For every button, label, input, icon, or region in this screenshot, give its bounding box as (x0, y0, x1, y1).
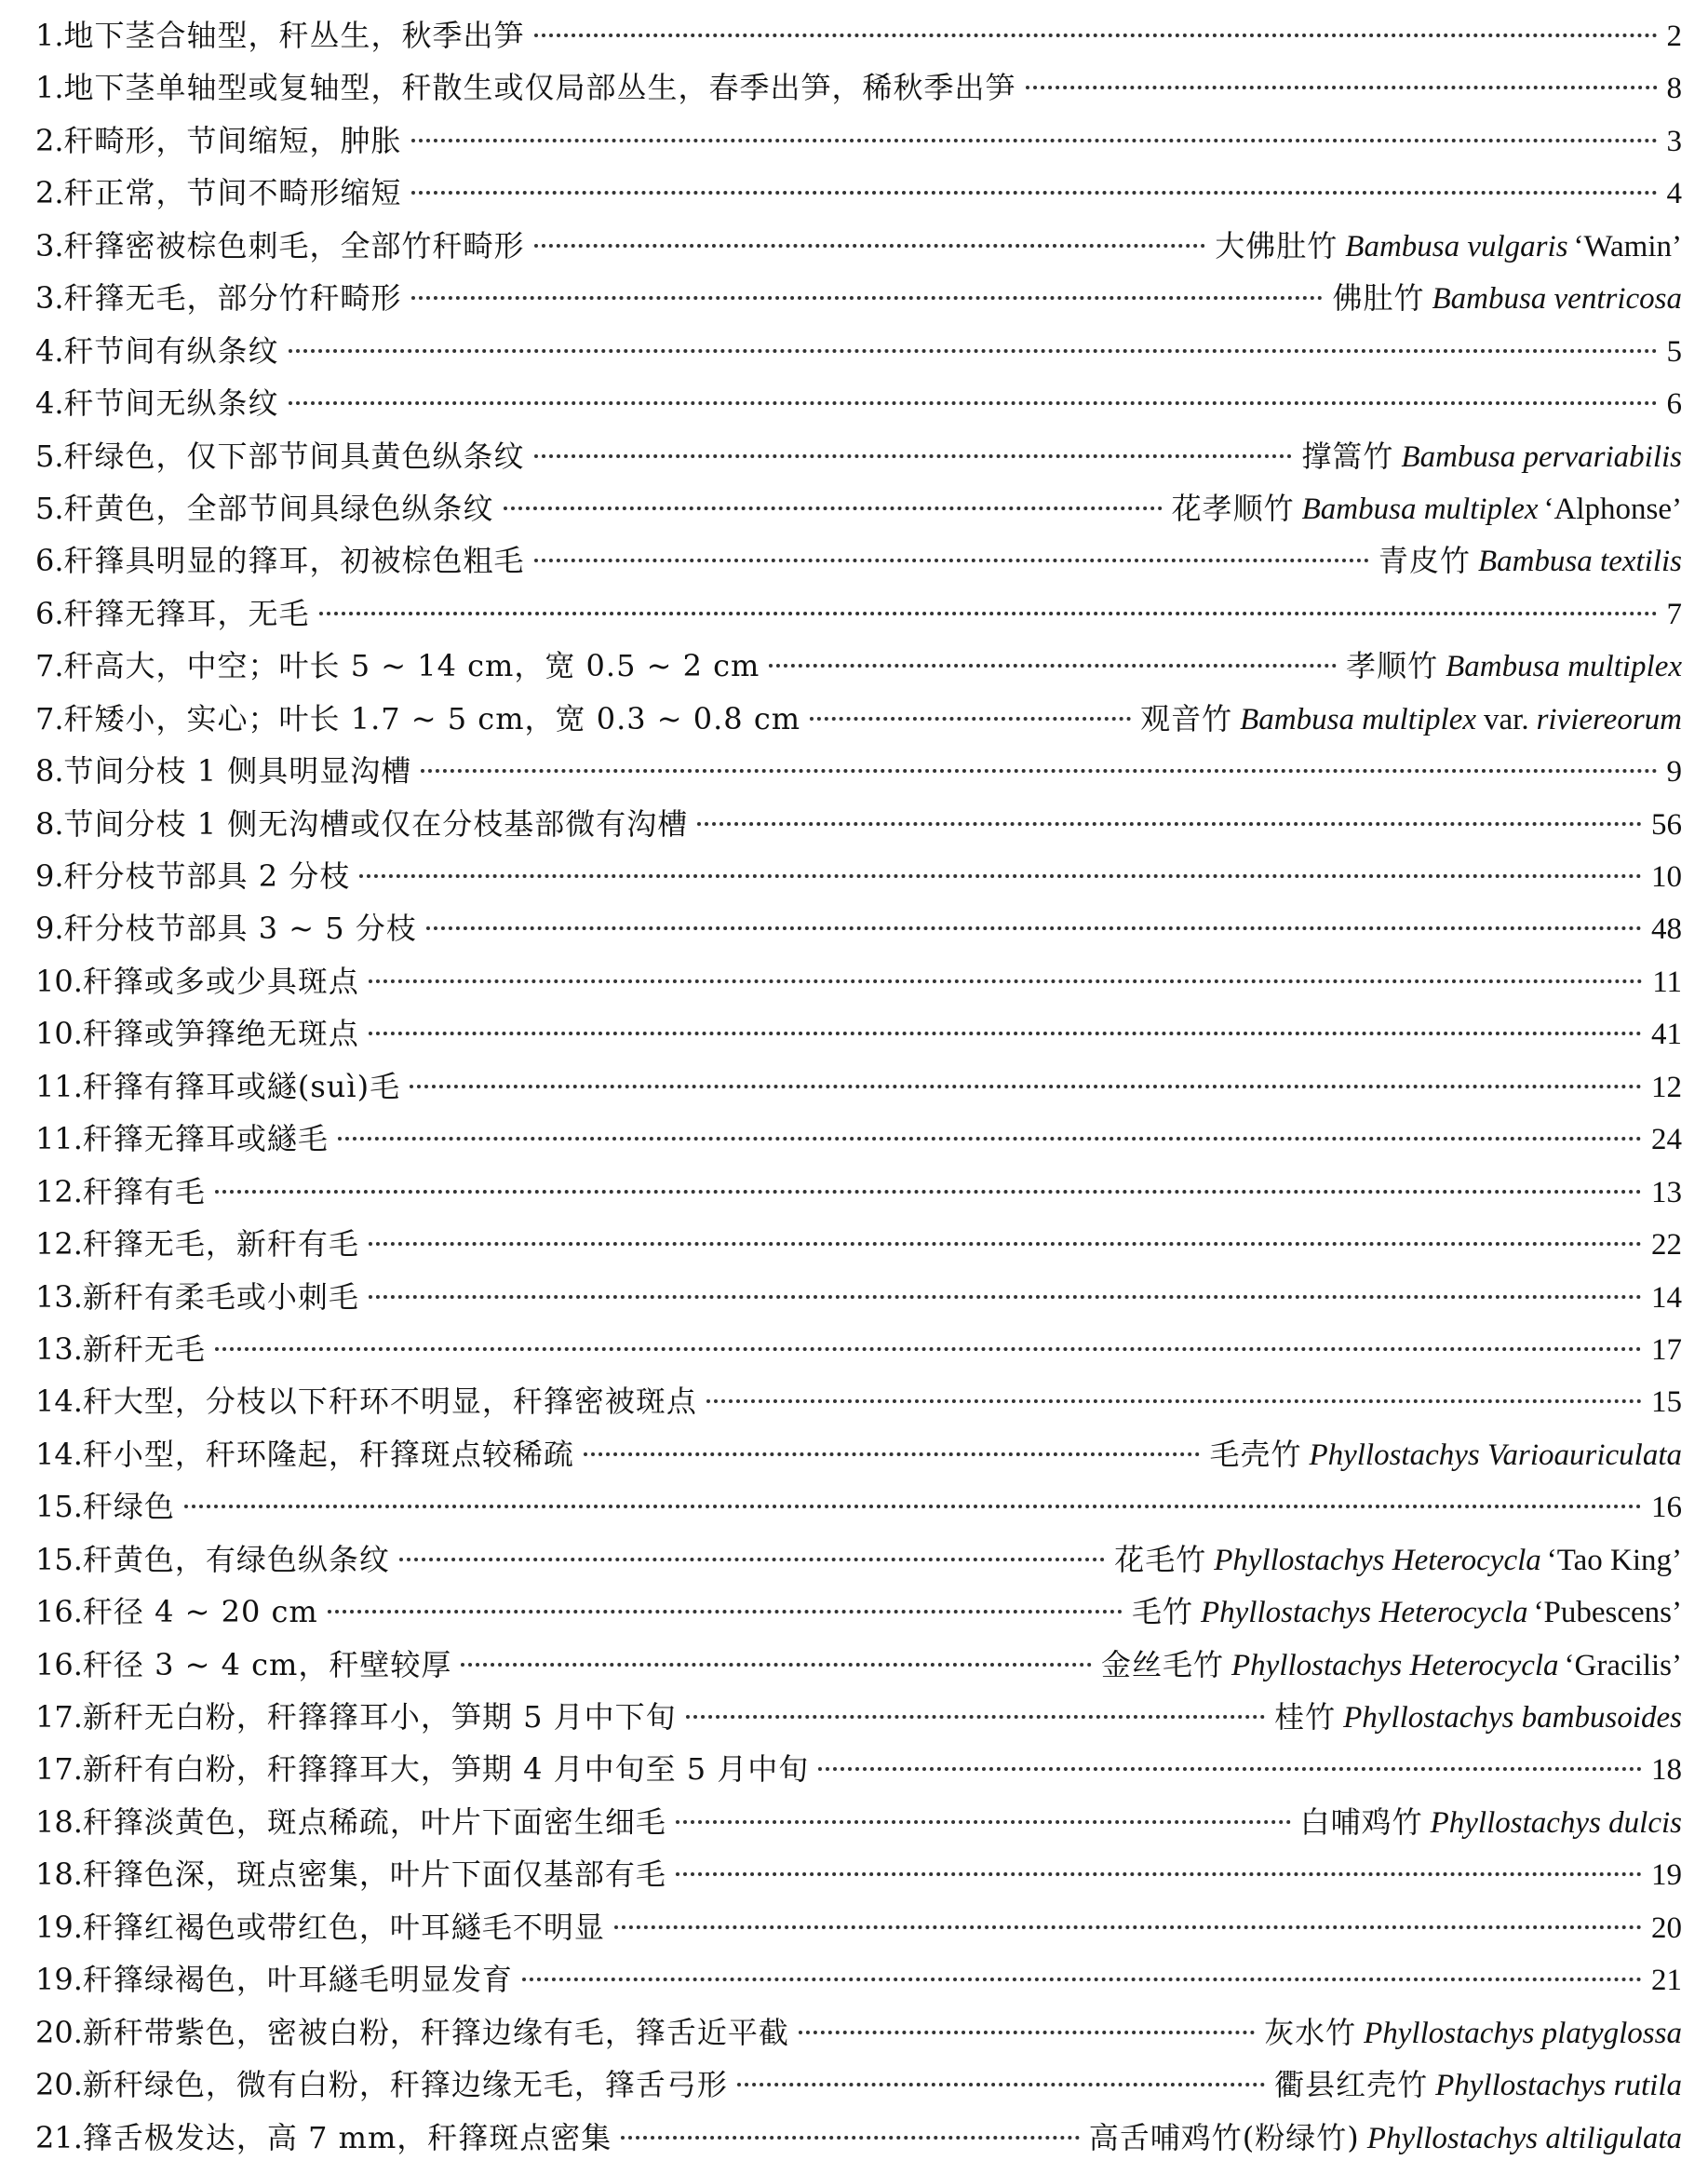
scientific-name: Phyllostachys Heterocycla (1200, 1596, 1528, 1630)
entry-description: 新秆有白粉，秆箨箨耳大，笋期 4 月中旬至 5 月中旬 (82, 1751, 810, 1788)
dot-leader (289, 401, 1658, 405)
key-entry (35, 1007, 1682, 1060)
dot-leader (359, 874, 1642, 878)
goto-number: 18 (1651, 1753, 1682, 1788)
goto-step (1651, 1901, 1682, 1954)
key-entry (35, 9, 1682, 61)
chinese-name: 佛肚竹 (1332, 280, 1425, 317)
entry-number: 7. (35, 648, 64, 684)
entry-description: 秆箨绿褐色，叶耳繸毛明显发育 (82, 1962, 513, 1998)
entry-number: 1. (35, 18, 64, 53)
key-entry (35, 1113, 1682, 1165)
dot-leader (737, 2083, 1265, 2086)
entry-description: 秆矮小，实心；叶长 1.7 ~ 5 cm，宽 0.3 ~ 0.8 cm (63, 700, 801, 736)
dot-leader (461, 1663, 1092, 1667)
key-entry (35, 167, 1682, 219)
dot-leader (369, 1295, 1642, 1299)
dot-leader (289, 349, 1658, 353)
cultivar-name: ‘Alphonse’ (1543, 492, 1682, 526)
goto-number: 13 (1651, 1175, 1682, 1209)
key-entry (35, 534, 1682, 587)
entry-number: 3. (35, 227, 64, 263)
chinese-name: 孝顺竹 (1346, 648, 1439, 684)
entry-description: 地下茎合轴型，秆丛生，秋季出笋 (63, 18, 525, 53)
key-entry (35, 1166, 1682, 1218)
goto-number: 17 (1651, 1332, 1682, 1367)
scientific-name: Bambusa multiplex (1240, 702, 1476, 736)
goto-step (1667, 61, 1683, 115)
species-name (1274, 1691, 1682, 1744)
goto-step (1667, 587, 1683, 641)
species-name (1379, 534, 1682, 587)
variety-marker: var. (1484, 702, 1529, 736)
entry-description: 秆分枝节部具 3 ~ 5 分枝 (63, 911, 417, 947)
dot-leader (614, 1925, 1642, 1929)
entry-description: 新秆无白粉，秆箨箨耳小，笋期 5 月中下旬 (82, 1699, 677, 1735)
species-name (1101, 1639, 1682, 1692)
goto-step (1651, 1743, 1682, 1796)
species-name (1172, 482, 1682, 535)
key-entry (35, 1901, 1682, 1953)
entry-number: 6. (35, 543, 64, 579)
entry-description: 秆箨有箨耳或繸(suì)毛 (82, 1068, 401, 1104)
entry-description: 秆箨有毛 (82, 1173, 206, 1209)
chinese-name: 毛壳竹 (1209, 1436, 1302, 1472)
key-entry (35, 1639, 1682, 1691)
entry-number: 8. (35, 753, 64, 790)
scientific-name: Bambusa multiplex (1446, 650, 1682, 684)
key-entry (35, 272, 1682, 324)
entry-description: 秆小型，秆环隆起，秆箨斑点较稀疏 (82, 1436, 574, 1472)
species-name (1346, 640, 1682, 693)
entry-number: 17. (35, 1699, 83, 1735)
goto-number: 14 (1651, 1280, 1682, 1315)
dot-leader (676, 1872, 1642, 1876)
scientific-name: Bambusa pervariabilis (1401, 439, 1682, 474)
dot-leader (399, 1558, 1105, 1561)
key-entry (35, 430, 1682, 482)
entry-number: 8. (35, 805, 64, 842)
goto-number: 10 (1651, 860, 1682, 894)
entry-number: 1. (35, 70, 64, 106)
goto-number: 5 (1666, 334, 1682, 369)
dot-leader (769, 664, 1337, 668)
key-entry (35, 1218, 1682, 1270)
goto-number: 3 (1666, 124, 1682, 158)
key-entry (35, 377, 1682, 429)
chinese-name: 灰水竹 (1264, 2014, 1357, 2050)
chinese-name: 花孝顺竹 (1171, 490, 1295, 526)
key-entry (35, 1743, 1682, 1795)
scientific-name: Phyllostachys Heterocycla (1214, 1543, 1541, 1577)
species-name (1301, 430, 1682, 483)
goto-number: 4 (1666, 177, 1682, 211)
chinese-name: 观音竹 (1140, 700, 1233, 736)
goto-step (1651, 1113, 1682, 1166)
goto-step (1667, 9, 1683, 62)
goto-step (1651, 902, 1682, 955)
goto-step (1651, 1480, 1682, 1533)
chinese-name: 花毛竹 (1114, 1541, 1207, 1577)
entry-description: 秆黄色，全部节间具绿色纵条纹 (63, 490, 494, 526)
species-name (1132, 1586, 1682, 1639)
entry-description: 秆畸形，节间缩短，肿胀 (63, 122, 402, 158)
dot-leader (534, 454, 1293, 458)
key-entry (35, 2006, 1682, 2059)
chinese-name: 高舌哺鸡竹(粉绿竹) (1088, 2119, 1360, 2155)
dot-leader (504, 506, 1163, 510)
goto-number: 2 (1666, 20, 1682, 53)
species-name (1209, 1428, 1682, 1481)
dot-leader (534, 34, 1658, 37)
dot-leader (369, 1242, 1642, 1246)
goto-number: 16 (1651, 1491, 1682, 1525)
dot-leader (676, 1820, 1291, 1824)
entry-description: 秆箨淡黄色，斑点稀疏，叶片下面密生细毛 (82, 1803, 666, 1840)
key-entry (35, 1375, 1682, 1427)
key-entry (35, 482, 1682, 534)
scientific-name: Phyllostachys Heterocycla (1231, 1648, 1559, 1682)
entry-number: 14. (35, 1384, 83, 1420)
key-entry (35, 2112, 1682, 2164)
scientific-name: Phyllostachys altiligulata (1366, 2121, 1682, 2155)
species-name (1264, 2006, 1682, 2059)
key-entry (35, 2059, 1682, 2111)
entry-number: 12. (35, 1173, 83, 1209)
entry-number: 20. (35, 2014, 83, 2050)
key-entry (35, 1428, 1682, 1480)
entry-number: 9. (35, 911, 64, 947)
entry-description: 秆大型，分枝以下秆环不明显，秆箨密被斑点 (82, 1384, 697, 1420)
goto-number: 56 (1651, 807, 1682, 842)
entry-number: 13. (35, 1278, 83, 1315)
key-entry (35, 1848, 1682, 1900)
entry-number: 19. (35, 1962, 83, 1998)
key-entry (35, 798, 1682, 850)
dot-leader (328, 1610, 1123, 1614)
scientific-name: Phyllostachys bambusoides (1343, 1701, 1682, 1735)
scientific-name: Phyllostachys dulcis (1430, 1805, 1682, 1840)
dot-leader (810, 717, 1131, 721)
dot-leader (411, 296, 1324, 300)
key-entry (35, 850, 1682, 902)
entry-number: 13. (35, 1330, 83, 1367)
goto-number: 20 (1651, 1911, 1682, 1945)
key-entry (35, 1323, 1682, 1375)
dot-leader (184, 1505, 1642, 1508)
key-entry (35, 1796, 1682, 1848)
key-entry (35, 902, 1682, 954)
dot-leader (522, 1978, 1642, 1981)
goto-number: 24 (1651, 1123, 1682, 1157)
key-entry (35, 1060, 1682, 1113)
entry-number: 2. (35, 122, 64, 158)
dot-leader (411, 139, 1658, 142)
entry-number: 14. (35, 1436, 83, 1472)
chinese-name: 金丝毛竹 (1100, 1646, 1224, 1682)
scientific-name: Phyllostachys Varioauriculata (1309, 1438, 1682, 1472)
goto-number: 21 (1651, 1964, 1682, 1998)
dot-leader (319, 612, 1658, 615)
entry-number: 3. (35, 280, 64, 317)
goto-number: 11 (1652, 965, 1682, 999)
goto-step (1651, 850, 1682, 903)
chinese-name: 毛竹 (1131, 1594, 1193, 1630)
goto-number: 48 (1651, 912, 1682, 947)
entry-number: 2. (35, 175, 64, 211)
entry-description: 箨舌极发达，高 7 mm，秆箨斑点密集 (82, 2119, 612, 2155)
entry-description: 秆箨密被棕色刺毛，全部竹秆畸形 (63, 227, 525, 263)
scientific-name: Bambusa vulgaris (1345, 229, 1568, 263)
entry-number: 10. (35, 1016, 83, 1052)
key-entry (35, 955, 1682, 1007)
dot-leader (426, 926, 1642, 930)
scientific-name: Bambusa textilis (1477, 545, 1682, 579)
entry-number: 4. (35, 385, 64, 422)
entry-number: 19. (35, 1909, 83, 1945)
scientific-name: Bambusa ventricosa (1432, 282, 1682, 317)
entry-number: 21. (35, 2119, 83, 2155)
goto-step (1651, 1953, 1682, 2006)
entry-number: 9. (35, 858, 64, 894)
goto-number: 41 (1651, 1018, 1682, 1052)
chinese-name: 撑篙竹 (1301, 438, 1394, 474)
entry-number: 4. (35, 332, 64, 369)
species-name (1332, 272, 1682, 325)
cultivar-name: ‘Wamin’ (1573, 229, 1682, 263)
key-entry (35, 1271, 1682, 1323)
dot-leader (621, 2136, 1080, 2140)
dot-leader (799, 2031, 1255, 2034)
entry-number: 7. (35, 700, 64, 736)
dot-leader (706, 1399, 1642, 1403)
entry-number: 12. (35, 1226, 83, 1263)
dot-leader (215, 1347, 1642, 1351)
goto-step (1651, 1323, 1682, 1376)
entry-description: 秆黄色，有绿色纵条纹 (82, 1541, 390, 1577)
entry-description: 新秆有柔毛或小刺毛 (82, 1278, 359, 1315)
goto-step (1651, 798, 1682, 851)
entry-description: 秆箨无箨耳或繸毛 (82, 1121, 329, 1157)
cultivar-name: ‘Pubescens’ (1533, 1596, 1682, 1630)
cultivar-name: ‘Tao King’ (1546, 1543, 1682, 1577)
dot-leader (534, 559, 1369, 562)
key-entry (35, 1953, 1682, 2005)
goto-number: 7 (1666, 597, 1682, 631)
variety-epithet: riviereorum (1536, 702, 1682, 736)
entry-number: 6. (35, 595, 64, 631)
chinese-name: 衢县红壳竹 (1274, 2067, 1429, 2103)
species-name (1215, 220, 1682, 273)
entry-number: 16. (35, 1594, 83, 1630)
entry-number: 17. (35, 1751, 83, 1788)
dot-leader (410, 1085, 1642, 1088)
goto-step (1667, 745, 1683, 798)
goto-step (1651, 1060, 1682, 1114)
entry-description: 秆高大，中空；叶长 5 ~ 14 cm，宽 0.5 ~ 2 cm (63, 648, 760, 684)
key-entry (35, 61, 1682, 114)
entry-description: 秆径 3 ~ 4 cm，秆壁较厚 (82, 1646, 452, 1682)
scientific-name: Bambusa multiplex (1301, 492, 1539, 526)
goto-number: 8 (1666, 72, 1682, 106)
entry-number: 11. (35, 1068, 83, 1104)
entry-number: 15. (35, 1489, 83, 1525)
key-entry (35, 220, 1682, 272)
dot-leader (338, 1137, 1642, 1141)
key-entry (35, 115, 1682, 167)
key-entry (35, 325, 1682, 377)
key-entry (35, 587, 1682, 640)
key-entry (35, 1691, 1682, 1743)
entry-description: 节间分枝 1 侧无沟槽或仅在分枝基部微有沟槽 (63, 805, 689, 842)
dot-leader (1026, 86, 1658, 89)
dot-leader (534, 244, 1206, 248)
dot-leader (818, 1767, 1642, 1771)
entry-number: 16. (35, 1646, 83, 1682)
entry-number: 18. (35, 1803, 83, 1840)
goto-step (1651, 1007, 1682, 1060)
dot-leader (215, 1190, 1642, 1194)
key-entry (35, 640, 1682, 692)
entry-description: 秆箨色深，斑点密集，叶片下面仅基部有毛 (82, 1857, 666, 1893)
goto-number: 9 (1666, 755, 1682, 790)
entry-description: 新秆无毛 (82, 1330, 206, 1367)
entry-description: 新秆带紫色，密被白粉，秆箨边缘有毛，箨舌近平截 (82, 2014, 789, 2050)
species-name (1274, 2059, 1682, 2112)
goto-number: 6 (1666, 387, 1682, 422)
entry-description: 节间分枝 1 侧具明显沟槽 (63, 753, 412, 790)
dot-leader (369, 1032, 1642, 1035)
goto-step (1651, 1271, 1682, 1324)
goto-step (1651, 1375, 1682, 1428)
entry-description: 秆分枝节部具 2 分枝 (63, 858, 351, 894)
entry-description: 地下茎单轴型或复轴型，秆散生或仅局部丛生，春季出笋，稀秋季出笋 (63, 70, 1016, 106)
goto-number: 12 (1651, 1070, 1682, 1104)
entry-description: 秆箨红褐色或带红色，叶耳繸毛不明显 (82, 1909, 605, 1945)
entry-description: 秆箨或笋箨绝无斑点 (82, 1016, 359, 1052)
entry-description: 秆绿色 (82, 1489, 175, 1525)
entry-number: 15. (35, 1541, 83, 1577)
entry-number: 11. (35, 1121, 83, 1157)
entry-number: 10. (35, 963, 83, 999)
entry-description: 秆径 4 ~ 20 cm (82, 1594, 318, 1630)
dot-leader (697, 822, 1642, 826)
goto-step (1667, 325, 1683, 378)
goto-step (1651, 1166, 1682, 1219)
entry-description: 秆绿色，仅下部节间具黄色纵条纹 (63, 438, 525, 474)
goto-number: 19 (1651, 1858, 1682, 1893)
scientific-name: Phyllostachys platyglossa (1364, 2016, 1682, 2050)
entry-description: 秆节间无纵条纹 (63, 385, 279, 422)
entry-number: 20. (35, 2067, 83, 2103)
key-entry (35, 1480, 1682, 1533)
entry-number: 18. (35, 1857, 83, 1893)
goto-step (1651, 1848, 1682, 1901)
entry-number: 5. (35, 438, 64, 474)
species-name (1140, 693, 1682, 746)
cultivar-name: ‘Gracilis’ (1564, 1648, 1682, 1682)
goto-number: 15 (1651, 1385, 1682, 1420)
goto-step (1667, 377, 1683, 430)
key-entry (35, 693, 1682, 745)
dot-leader (584, 1452, 1201, 1456)
goto-step (1652, 955, 1682, 1008)
entry-description: 秆箨或多或少具斑点 (82, 963, 359, 999)
key-entry (35, 1533, 1682, 1586)
goto-number: 22 (1651, 1228, 1682, 1263)
dot-leader (369, 979, 1643, 983)
entry-description: 秆正常，节间不畸形缩短 (63, 175, 402, 211)
entry-description: 秆节间有纵条纹 (63, 332, 279, 369)
chinese-name: 青皮竹 (1378, 543, 1471, 579)
chinese-name: 桂竹 (1274, 1699, 1337, 1735)
entry-description: 秆箨具明显的箨耳，初被棕色粗毛 (63, 543, 525, 579)
dot-leader (686, 1715, 1266, 1719)
species-name (1089, 2112, 1682, 2165)
goto-step (1667, 115, 1683, 168)
entry-description: 秆箨无箨耳，无毛 (63, 595, 310, 631)
entry-number: 5. (35, 490, 64, 526)
goto-step (1651, 1218, 1682, 1271)
dot-leader (421, 769, 1657, 773)
dot-leader (411, 191, 1658, 195)
chinese-name: 大佛肚竹 (1215, 227, 1338, 263)
entry-description: 秆箨无毛，部分竹秆畸形 (63, 280, 402, 317)
goto-step (1667, 167, 1683, 220)
key-entry (35, 745, 1682, 797)
entry-description: 新秆绿色，微有白粉，秆箨边缘无毛，箨舌弓形 (82, 2067, 728, 2103)
species-name (1114, 1533, 1682, 1587)
chinese-name: 白哺鸡竹 (1299, 1803, 1423, 1840)
entry-description: 秆箨无毛，新秆有毛 (82, 1226, 359, 1263)
species-name (1300, 1796, 1682, 1849)
scientific-name: Phyllostachys rutila (1435, 2069, 1682, 2103)
key-entry (35, 1586, 1682, 1638)
